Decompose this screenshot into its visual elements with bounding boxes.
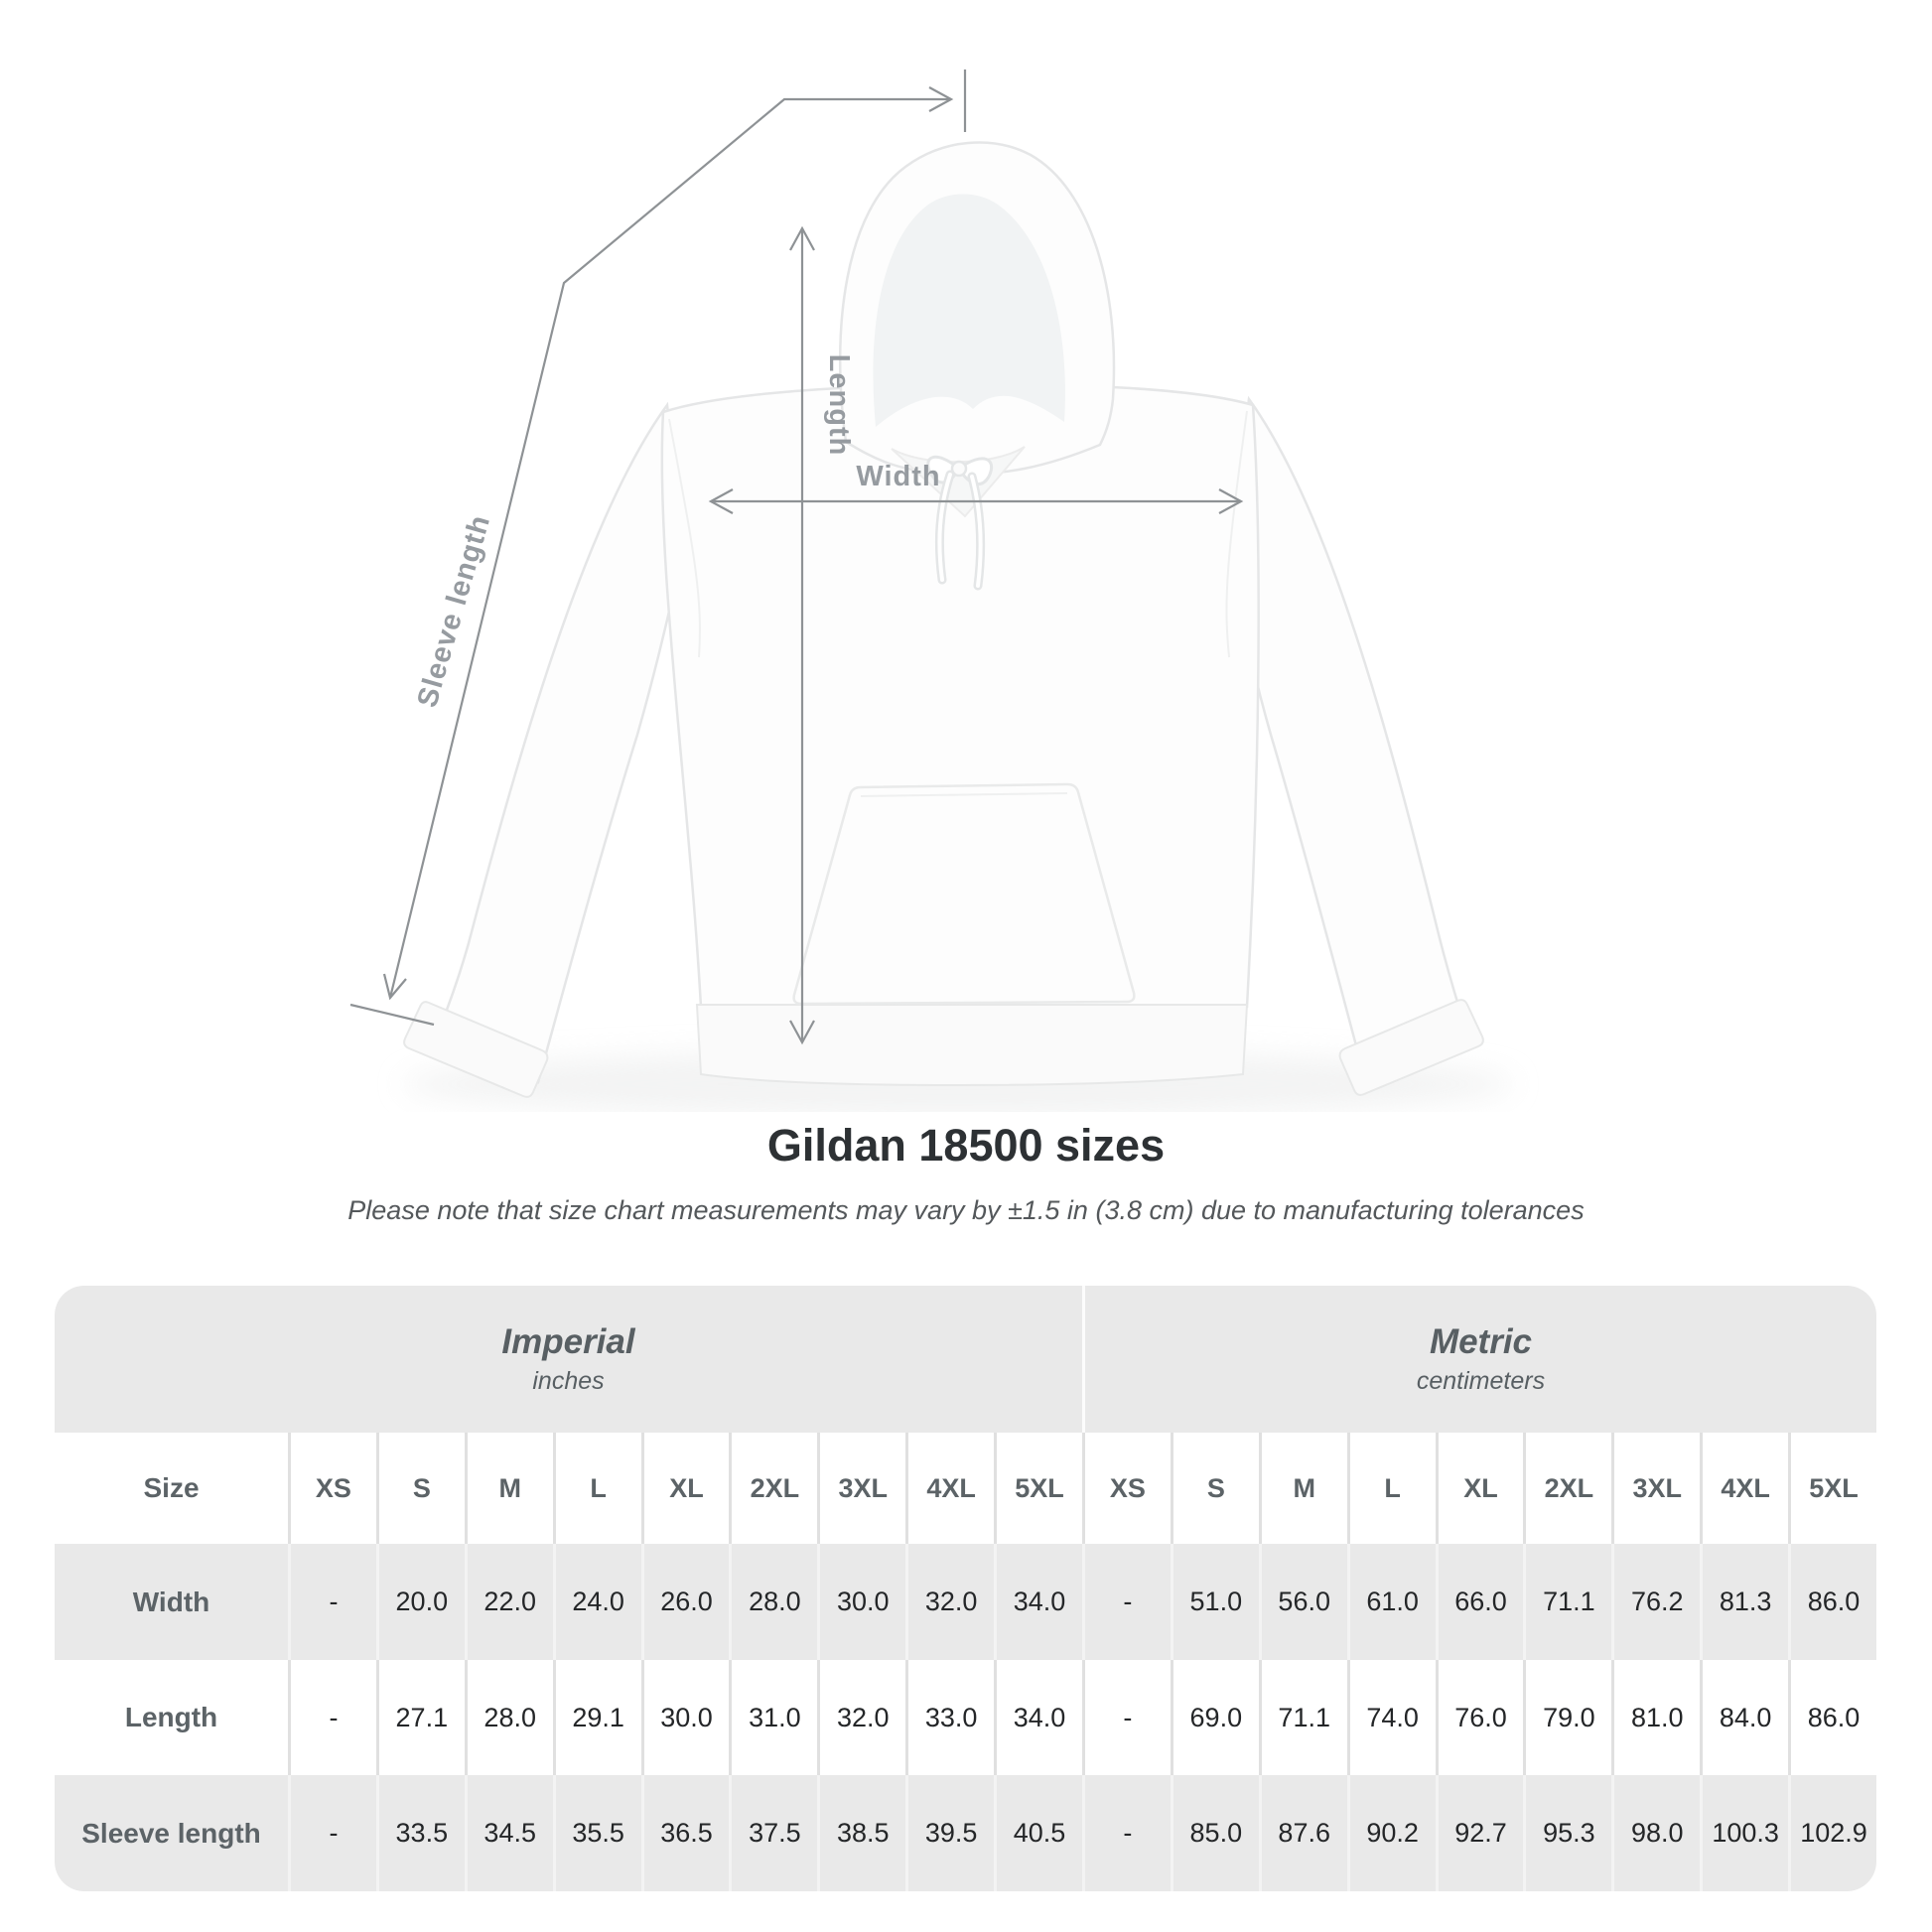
cell-length-imperial-xs: - [288, 1660, 376, 1775]
row-label-length: Length [55, 1660, 288, 1775]
cell-width-metric-5xl: 86.0 [1788, 1544, 1876, 1660]
cell-length-metric-3xl: 81.0 [1611, 1660, 1700, 1775]
size-table [55, 1286, 1876, 1891]
metric-header-name: Metric [1429, 1322, 1533, 1361]
cell-length-imperial-xl: 30.0 [641, 1660, 730, 1775]
cell-length-metric-s: 69.0 [1171, 1660, 1259, 1775]
cell-length-imperial-3xl: 32.0 [817, 1660, 905, 1775]
col-header-imperial-xl: XL [641, 1433, 730, 1544]
waistband [697, 1005, 1247, 1085]
cell-width-imperial-5xl: 34.0 [994, 1544, 1082, 1660]
cell-length-metric-4xl: 84.0 [1700, 1660, 1788, 1775]
cell-sleeve-length-metric-2xl: 95.3 [1523, 1775, 1611, 1891]
cell-sleeve-length-metric-l: 90.2 [1347, 1775, 1436, 1891]
cell-sleeve-length-imperial-l: 35.5 [553, 1775, 641, 1891]
col-header-imperial-s: S [376, 1433, 465, 1544]
col-header-metric-5xl: 5XL [1788, 1433, 1876, 1544]
cell-width-imperial-l: 24.0 [553, 1544, 641, 1660]
col-header-metric-4xl: 4XL [1700, 1433, 1788, 1544]
tolerance-note: Please note that size chart measurements may vary by ±1.5 in (3.8 cm) due to manufacturing tolerances [347, 1195, 1585, 1225]
cell-sleeve-length-metric-xl: 92.7 [1436, 1775, 1524, 1891]
cell-length-metric-xl: 76.0 [1436, 1660, 1524, 1775]
metric-header-unit: centimeters [1416, 1367, 1546, 1395]
row-label-sleeve-length: Sleeve length [55, 1775, 288, 1891]
metric-header [1082, 1286, 1876, 1433]
cell-length-metric-m: 71.1 [1259, 1660, 1347, 1775]
cell-width-imperial-s: 20.0 [376, 1544, 465, 1660]
col-header-size: Size [55, 1433, 288, 1544]
col-header-imperial-xs: XS [288, 1433, 376, 1544]
cell-width-imperial-xs: - [288, 1544, 376, 1660]
cell-sleeve-length-imperial-4xl: 39.5 [905, 1775, 994, 1891]
col-header-metric-xs: XS [1082, 1433, 1171, 1544]
cell-length-imperial-s: 27.1 [376, 1660, 465, 1775]
cell-length-imperial-4xl: 33.0 [905, 1660, 994, 1775]
cell-sleeve-length-metric-s: 85.0 [1171, 1775, 1259, 1891]
cell-sleeve-length-imperial-xl: 36.5 [641, 1775, 730, 1891]
cell-sleeve-length-metric-xs: - [1082, 1775, 1171, 1891]
cell-length-imperial-l: 29.1 [553, 1660, 641, 1775]
cell-sleeve-length-imperial-3xl: 38.5 [817, 1775, 905, 1891]
col-header-metric-l: L [1347, 1433, 1436, 1544]
col-header-imperial-5xl: 5XL [994, 1433, 1082, 1544]
cell-width-imperial-xl: 26.0 [641, 1544, 730, 1660]
cell-width-metric-s: 51.0 [1171, 1544, 1259, 1660]
cell-width-metric-2xl: 71.1 [1523, 1544, 1611, 1660]
cell-sleeve-length-metric-4xl: 100.3 [1700, 1775, 1788, 1891]
row-label-width: Width [55, 1544, 288, 1660]
cell-sleeve-length-imperial-xs: - [288, 1775, 376, 1891]
sleeve-measure-label: Sleeve length [411, 510, 497, 712]
cell-sleeve-length-metric-5xl: 102.9 [1788, 1775, 1876, 1891]
col-header-metric-3xl: 3XL [1611, 1433, 1700, 1544]
cell-length-metric-5xl: 86.0 [1788, 1660, 1876, 1775]
col-header-metric-xl: XL [1436, 1433, 1524, 1544]
cell-sleeve-length-metric-3xl: 98.0 [1611, 1775, 1700, 1891]
cell-sleeve-length-metric-m: 87.6 [1259, 1775, 1347, 1891]
cell-width-metric-m: 56.0 [1259, 1544, 1347, 1660]
cell-width-metric-l: 61.0 [1347, 1544, 1436, 1660]
cell-width-imperial-4xl: 32.0 [905, 1544, 994, 1660]
cell-sleeve-length-imperial-5xl: 40.5 [994, 1775, 1082, 1891]
kangaroo-pocket [794, 784, 1135, 1004]
col-header-metric-s: S [1171, 1433, 1259, 1544]
page-title: Gildan 18500 sizes [766, 1120, 1166, 1171]
col-header-imperial-4xl: 4XL [905, 1433, 994, 1544]
cell-width-imperial-3xl: 30.0 [817, 1544, 905, 1660]
cell-length-imperial-2xl: 31.0 [729, 1660, 817, 1775]
cell-length-metric-xs: - [1082, 1660, 1171, 1775]
length-measure-label: Length [823, 353, 855, 457]
col-header-imperial-2xl: 2XL [729, 1433, 817, 1544]
imperial-header [55, 1286, 1082, 1433]
cell-length-imperial-5xl: 34.0 [994, 1660, 1082, 1775]
cell-sleeve-length-imperial-m: 34.5 [465, 1775, 553, 1891]
col-header-metric-m: M [1259, 1433, 1347, 1544]
cell-length-metric-2xl: 79.0 [1523, 1660, 1611, 1775]
cell-sleeve-length-imperial-s: 33.5 [376, 1775, 465, 1891]
right-sleeve [1229, 399, 1483, 1095]
col-header-imperial-3xl: 3XL [817, 1433, 905, 1544]
width-measure-label: Width [856, 461, 941, 492]
imperial-header-unit: inches [532, 1367, 605, 1395]
imperial-header-name: Imperial [501, 1322, 635, 1361]
cell-width-imperial-2xl: 28.0 [729, 1544, 817, 1660]
cell-width-imperial-m: 22.0 [465, 1544, 553, 1660]
cell-sleeve-length-imperial-2xl: 37.5 [729, 1775, 817, 1891]
cell-width-metric-xs: - [1082, 1544, 1171, 1660]
cell-length-metric-l: 74.0 [1347, 1660, 1436, 1775]
left-sleeve [404, 405, 683, 1097]
col-header-metric-2xl: 2XL [1523, 1433, 1611, 1544]
col-header-imperial-l: L [553, 1433, 641, 1544]
cell-length-imperial-m: 28.0 [465, 1660, 553, 1775]
cell-width-metric-xl: 66.0 [1436, 1544, 1524, 1660]
col-header-imperial-m: M [465, 1433, 553, 1544]
cell-width-metric-3xl: 76.2 [1611, 1544, 1700, 1660]
cell-width-metric-4xl: 81.3 [1700, 1544, 1788, 1660]
